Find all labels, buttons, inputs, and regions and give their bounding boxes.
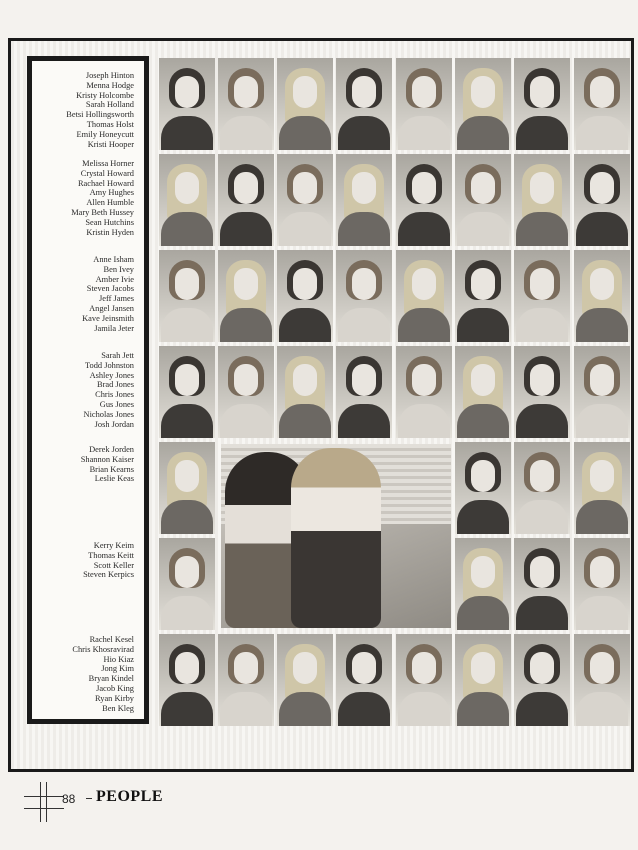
student-portrait xyxy=(574,250,630,342)
student-name: Rachael Howard xyxy=(77,178,134,188)
candid-group-photo xyxy=(221,444,451,628)
student-portrait xyxy=(218,154,274,246)
portrait-face xyxy=(590,460,614,492)
footer-rule xyxy=(46,782,47,822)
student-portrait xyxy=(455,634,511,726)
student-portrait xyxy=(514,250,570,342)
portrait-face xyxy=(175,460,199,492)
portrait-face xyxy=(471,364,495,396)
student-portrait xyxy=(277,634,333,726)
portrait-clothing xyxy=(457,500,509,534)
student-portrait xyxy=(455,538,511,630)
section-title: PEOPLE xyxy=(96,788,164,805)
student-name: Hio Kiaz xyxy=(103,654,134,664)
student-portrait xyxy=(574,634,630,726)
portrait-clothing xyxy=(338,116,390,150)
portrait-clothing xyxy=(161,404,213,438)
portrait-clothing xyxy=(398,212,450,246)
student-portrait xyxy=(514,442,570,534)
student-name: Brad Jones xyxy=(97,380,134,390)
student-name: Steven Kerpics xyxy=(83,570,134,580)
portrait-face xyxy=(590,556,614,588)
student-name: Sean Hutchins xyxy=(85,217,134,227)
portrait-clothing xyxy=(576,692,628,726)
student-portrait xyxy=(396,250,452,342)
student-name: Rachel Kesel xyxy=(89,635,134,644)
portrait-face xyxy=(530,172,554,204)
portrait-face xyxy=(530,76,554,108)
portrait-face xyxy=(471,76,495,108)
portrait-clothing xyxy=(161,212,213,246)
student-portrait xyxy=(277,58,333,150)
portrait-clothing xyxy=(279,404,331,438)
portrait-face xyxy=(530,460,554,492)
portrait-face xyxy=(352,172,376,204)
portrait-clothing xyxy=(516,500,568,534)
page-number: 88 xyxy=(62,792,76,806)
portrait-face xyxy=(471,460,495,492)
student-portrait xyxy=(514,154,570,246)
portrait-clothing xyxy=(279,308,331,342)
student-portrait xyxy=(218,346,274,438)
portrait-clothing xyxy=(161,500,213,534)
portrait-face xyxy=(471,268,495,300)
portrait-clothing xyxy=(161,596,213,630)
student-portrait xyxy=(277,154,333,246)
portrait-face xyxy=(175,76,199,108)
student-name: Jong Kim xyxy=(101,664,134,674)
student-name: Emily Honeycutt xyxy=(76,129,134,139)
student-portrait xyxy=(514,58,570,150)
student-name: Bryan Kindel xyxy=(88,674,134,684)
student-portrait xyxy=(455,154,511,246)
student-name: Melissa Horner xyxy=(82,159,134,168)
portrait-face xyxy=(590,172,614,204)
portrait-clothing xyxy=(398,404,450,438)
student-name: Shannon Kaiser xyxy=(80,454,134,464)
portrait-clothing xyxy=(398,116,450,150)
student-portrait xyxy=(396,346,452,438)
student-portrait xyxy=(336,250,392,342)
portrait-clothing xyxy=(516,212,568,246)
student-portrait xyxy=(277,250,333,342)
student-portrait xyxy=(514,634,570,726)
student-name: Todd Johnston xyxy=(85,360,134,370)
portrait-face xyxy=(175,364,199,396)
student-name: Nicholas Jones xyxy=(83,409,134,419)
student-portrait xyxy=(514,346,570,438)
student-name: Gus Jones xyxy=(99,399,134,409)
portrait-clothing xyxy=(338,308,390,342)
student-portrait xyxy=(514,538,570,630)
portrait-clothing xyxy=(161,308,213,342)
student-portrait xyxy=(159,250,215,342)
portrait-face xyxy=(175,172,199,204)
student-name: Kave Jeinsmith xyxy=(82,313,134,323)
portrait-clothing xyxy=(398,308,450,342)
portrait-face xyxy=(590,364,614,396)
student-name: Scott Keller xyxy=(93,560,134,570)
student-name: Mary Beth Hussey xyxy=(71,207,134,217)
student-name: Angel Jansen xyxy=(89,303,134,313)
student-portrait xyxy=(159,154,215,246)
portrait-face xyxy=(530,364,554,396)
portrait-clothing xyxy=(279,692,331,726)
student-name: Kristy Holcombe xyxy=(76,90,134,100)
name-group xyxy=(81,445,134,484)
portrait-clothing xyxy=(220,212,272,246)
student-name: Kerry Keim xyxy=(93,541,134,550)
student-portrait xyxy=(159,442,215,534)
portrait-clothing xyxy=(398,692,450,726)
portrait-face xyxy=(234,268,258,300)
portrait-clothing xyxy=(516,692,568,726)
name-group xyxy=(66,71,134,149)
portrait-face xyxy=(293,652,317,684)
footer-rule xyxy=(86,798,92,799)
portrait-face xyxy=(234,172,258,204)
student-portrait xyxy=(277,346,333,438)
portrait-face xyxy=(175,556,199,588)
name-group xyxy=(71,159,134,237)
student-name: Ben Ivey xyxy=(103,264,134,274)
portrait-clothing xyxy=(576,116,628,150)
portrait-face xyxy=(530,556,554,588)
student-portrait xyxy=(159,634,215,726)
portrait-clothing xyxy=(338,404,390,438)
portrait-face xyxy=(590,652,614,684)
portrait-clothing xyxy=(220,308,272,342)
portrait-face xyxy=(412,364,436,396)
portrait-clothing xyxy=(457,596,509,630)
portrait-face xyxy=(412,652,436,684)
student-name: Derek Jorden xyxy=(89,445,134,454)
student-name: Betsi Hollingsworth xyxy=(66,110,134,120)
portrait-face xyxy=(471,556,495,588)
name-group xyxy=(82,255,134,333)
student-name: Kristin Hyden xyxy=(86,227,134,237)
portrait-face xyxy=(590,268,614,300)
portrait-clothing xyxy=(576,404,628,438)
portrait-face xyxy=(175,268,199,300)
student-name: Jeff James xyxy=(99,294,134,304)
student-name: Thomas Keitt xyxy=(88,550,134,560)
student-name: Menna Hodge xyxy=(86,80,134,90)
portrait-face xyxy=(530,268,554,300)
student-name: Amber Ivie xyxy=(95,274,134,284)
names-panel xyxy=(27,56,149,724)
student-name: Sarah Jett xyxy=(101,351,134,360)
name-group xyxy=(72,635,134,713)
student-name: Ashley Jones xyxy=(89,370,134,380)
student-name: Josh Jordan xyxy=(94,419,134,429)
portrait-clothing xyxy=(457,308,509,342)
student-name: Amy Hughes xyxy=(89,188,134,198)
portrait-face xyxy=(293,76,317,108)
portrait-clothing xyxy=(161,692,213,726)
portrait-face xyxy=(234,76,258,108)
student-portrait xyxy=(455,346,511,438)
student-portrait xyxy=(574,154,630,246)
student-portrait xyxy=(396,58,452,150)
name-group xyxy=(84,351,134,429)
student-portrait xyxy=(336,154,392,246)
portrait-clothing xyxy=(457,404,509,438)
student-name: Kristi Hooper xyxy=(87,139,134,149)
portrait-clothing xyxy=(220,404,272,438)
student-name: Leslie Keas xyxy=(94,474,134,484)
student-portrait xyxy=(336,346,392,438)
portrait-face xyxy=(293,364,317,396)
portrait-face xyxy=(412,76,436,108)
student-portrait xyxy=(396,154,452,246)
student-portrait xyxy=(455,442,511,534)
student-name: Ryan Kirby xyxy=(95,693,134,703)
student-portrait xyxy=(218,58,274,150)
student-portrait xyxy=(159,346,215,438)
student-name: Crystal Howard xyxy=(80,168,134,178)
footer-rule xyxy=(24,796,64,797)
student-name: Allen Humble xyxy=(86,198,134,208)
portrait-face xyxy=(234,652,258,684)
portrait-clothing xyxy=(516,404,568,438)
student-name: Chris Jones xyxy=(95,390,134,400)
portrait-face xyxy=(352,364,376,396)
portrait-face xyxy=(412,172,436,204)
portrait-face xyxy=(352,652,376,684)
student-portrait xyxy=(396,634,452,726)
student-portrait xyxy=(159,58,215,150)
student-name: Anne Isham xyxy=(93,255,134,264)
student-name: Sarah Holland xyxy=(85,100,134,110)
student-portrait xyxy=(574,538,630,630)
student-portrait xyxy=(574,58,630,150)
student-name: Jacob King xyxy=(96,683,134,693)
portrait-clothing xyxy=(457,212,509,246)
portrait-clothing xyxy=(516,596,568,630)
portrait-clothing xyxy=(220,692,272,726)
student-name: Jamila Jeter xyxy=(94,323,134,333)
portrait-face xyxy=(293,268,317,300)
portrait-clothing xyxy=(576,212,628,246)
portrait-clothing xyxy=(161,116,213,150)
portrait-clothing xyxy=(220,116,272,150)
portrait-face xyxy=(352,268,376,300)
portrait-face xyxy=(175,652,199,684)
portrait-clothing xyxy=(576,596,628,630)
portrait-clothing xyxy=(279,212,331,246)
portrait-clothing xyxy=(338,212,390,246)
student-portrait xyxy=(574,442,630,534)
student-portrait xyxy=(336,634,392,726)
footer-rule xyxy=(40,782,41,822)
portrait-face xyxy=(590,76,614,108)
portrait-clothing xyxy=(457,116,509,150)
portrait-face xyxy=(530,652,554,684)
portrait-face xyxy=(471,172,495,204)
student-name: Chris Khosravirad xyxy=(72,644,134,654)
student-portrait xyxy=(218,634,274,726)
student-portrait xyxy=(455,250,511,342)
portrait-face xyxy=(352,76,376,108)
student-name: Brian Kearns xyxy=(89,464,134,474)
portrait-clothing xyxy=(457,692,509,726)
portrait-face xyxy=(293,172,317,204)
student-name: Steven Jacobs xyxy=(86,284,134,294)
portrait-face xyxy=(234,364,258,396)
portrait-face xyxy=(412,268,436,300)
name-group xyxy=(83,541,134,580)
student-name: Ben Kleg xyxy=(102,703,134,713)
portrait-clothing xyxy=(338,692,390,726)
student-name: Joseph Hinton xyxy=(85,71,134,80)
portrait-clothing xyxy=(576,500,628,534)
student-portrait xyxy=(336,58,392,150)
student-name: Thomas Holst xyxy=(86,119,134,129)
student-portrait xyxy=(159,538,215,630)
student-portrait xyxy=(218,250,274,342)
portrait-clothing xyxy=(279,116,331,150)
portrait-clothing xyxy=(516,308,568,342)
portrait-face xyxy=(471,652,495,684)
footer-rule xyxy=(24,808,64,809)
portrait-clothing xyxy=(516,116,568,150)
student-portrait xyxy=(455,58,511,150)
student-portrait xyxy=(574,346,630,438)
portrait-clothing xyxy=(576,308,628,342)
candid-person-right xyxy=(363,450,449,628)
